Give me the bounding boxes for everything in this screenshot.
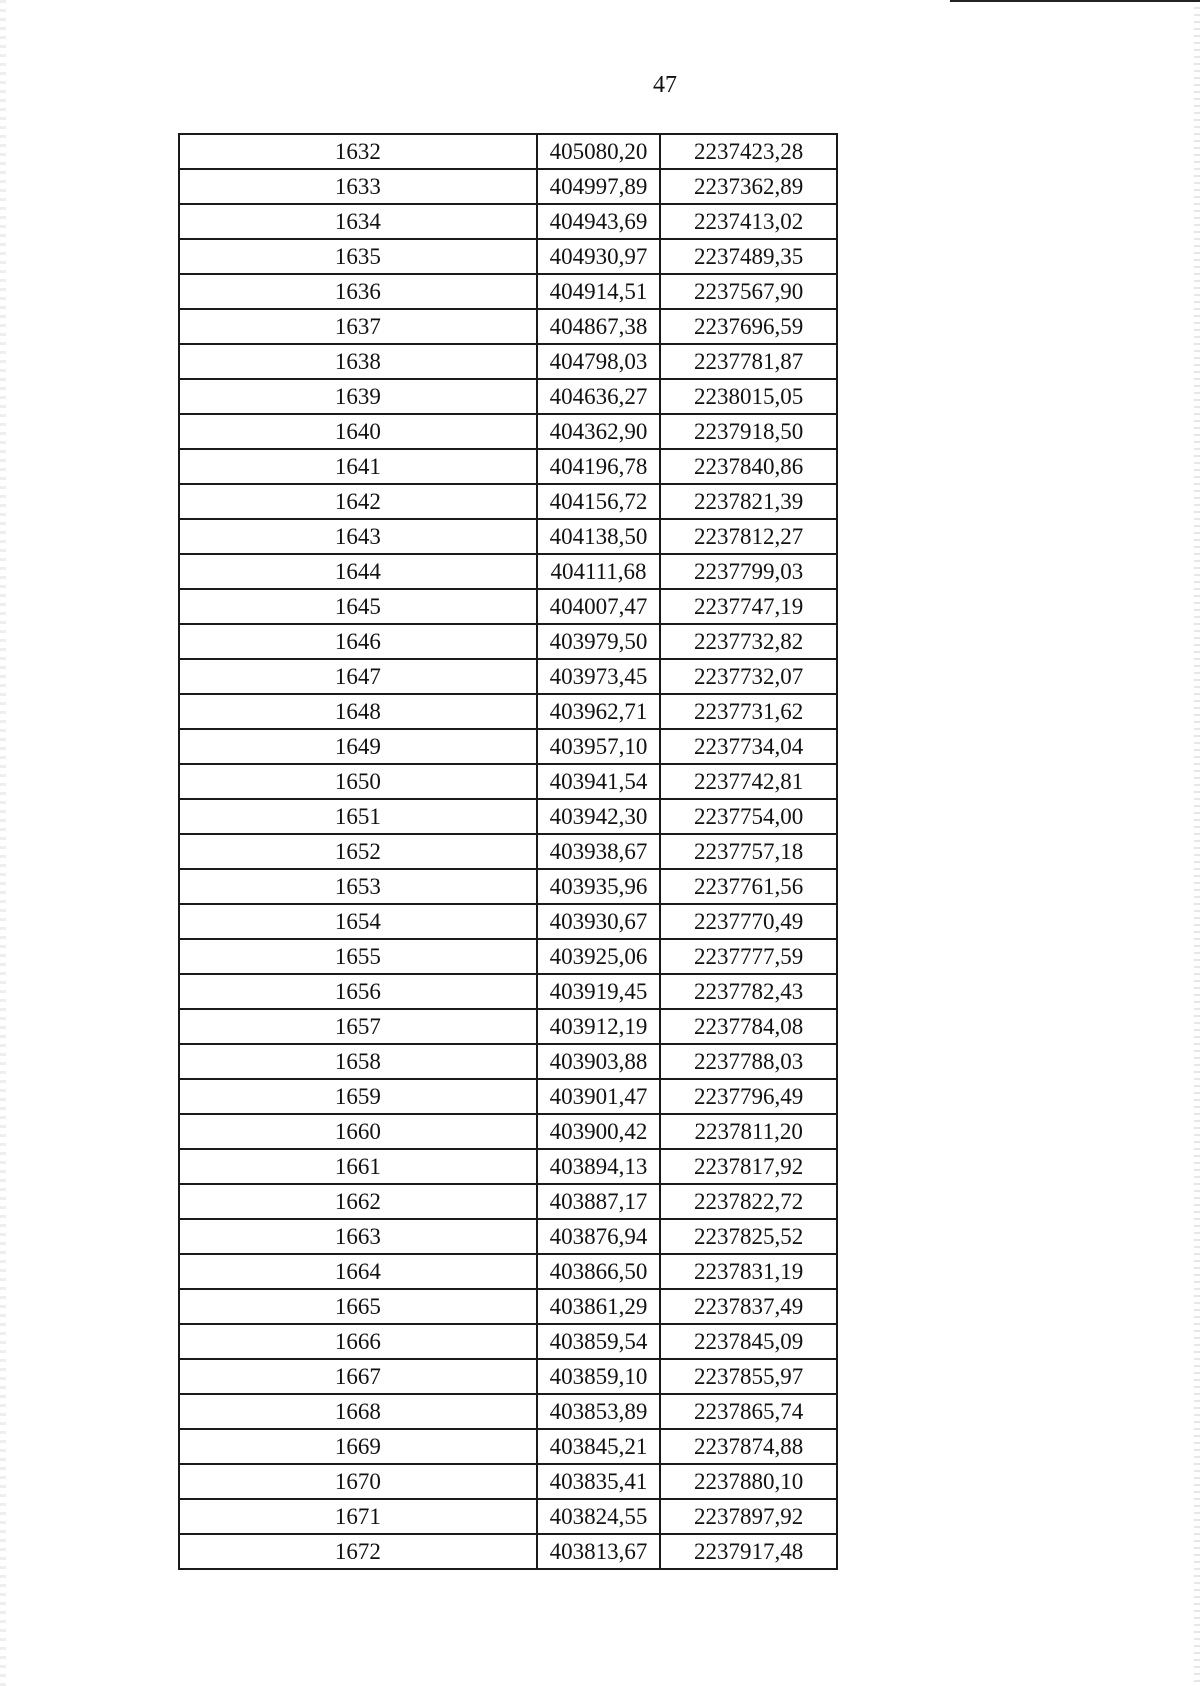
x-coordinate-cell: 404362,90 [537,414,661,449]
y-coordinate-cell: 2237918,50 [660,414,837,449]
x-coordinate-cell: 403930,67 [537,904,661,939]
point-number-cell: 1633 [179,169,537,204]
point-number-cell: 1671 [179,1499,537,1534]
point-number-cell: 1667 [179,1359,537,1394]
table-row [179,274,837,309]
point-number-cell: 1660 [179,1114,537,1149]
point-number-cell: 1651 [179,799,537,834]
y-coordinate-cell: 2237731,62 [660,694,837,729]
point-number-cell: 1635 [179,239,537,274]
table-row [179,379,837,414]
y-coordinate-cell: 2237757,18 [660,834,837,869]
x-coordinate-cell: 403894,13 [537,1149,661,1184]
y-coordinate-cell: 2237817,92 [660,1149,837,1184]
x-coordinate-cell: 404930,97 [537,239,661,274]
point-number-cell: 1659 [179,1079,537,1114]
table-row [179,1009,837,1044]
point-number-cell: 1664 [179,1254,537,1289]
x-coordinate-cell: 403887,17 [537,1184,661,1219]
table-row [179,1534,837,1569]
point-number-cell: 1646 [179,624,537,659]
y-coordinate-cell: 2237825,52 [660,1219,837,1254]
x-coordinate-cell: 404798,03 [537,344,661,379]
x-coordinate-cell: 403957,10 [537,729,661,764]
scan-edge-left [0,0,6,1686]
table-row [179,1324,837,1359]
x-coordinate-cell: 405080,20 [537,134,661,169]
table-row [179,239,837,274]
y-coordinate-cell: 2237874,88 [660,1429,837,1464]
table-row [179,1429,837,1464]
table-row [179,904,837,939]
x-coordinate-cell: 404914,51 [537,274,661,309]
y-coordinate-cell: 2237837,49 [660,1289,837,1324]
x-coordinate-cell: 403901,47 [537,1079,661,1114]
y-coordinate-cell: 2237831,19 [660,1254,837,1289]
y-coordinate-cell: 2237742,81 [660,764,837,799]
point-number-cell: 1644 [179,554,537,589]
table-row [179,449,837,484]
table-row [179,1289,837,1324]
coordinates-table-body [179,134,837,1569]
point-number-cell: 1642 [179,484,537,519]
x-coordinate-cell: 403845,21 [537,1429,661,1464]
point-number-cell: 1639 [179,379,537,414]
y-coordinate-cell: 2237897,92 [660,1499,837,1534]
page-number: 47 [653,72,677,98]
table-row [179,414,837,449]
point-number-cell: 1658 [179,1044,537,1079]
table-row [179,1219,837,1254]
y-coordinate-cell: 2237761,56 [660,869,837,904]
x-coordinate-cell: 403925,06 [537,939,661,974]
table-row [179,1044,837,1079]
point-number-cell: 1655 [179,939,537,974]
y-coordinate-cell: 2237754,00 [660,799,837,834]
point-number-cell: 1656 [179,974,537,1009]
y-coordinate-cell: 2237821,39 [660,484,837,519]
table-row [179,309,837,344]
y-coordinate-cell: 2237413,02 [660,204,837,239]
x-coordinate-cell: 403859,10 [537,1359,661,1394]
x-coordinate-cell: 403941,54 [537,764,661,799]
x-coordinate-cell: 404007,47 [537,589,661,624]
y-coordinate-cell: 2237489,35 [660,239,837,274]
table-row [179,519,837,554]
table-row [179,1114,837,1149]
y-coordinate-cell: 2237855,97 [660,1359,837,1394]
y-coordinate-cell: 2237423,28 [660,134,837,169]
x-coordinate-cell: 403813,67 [537,1534,661,1569]
x-coordinate-cell: 404111,68 [537,554,661,589]
table-row [179,1254,837,1289]
point-number-cell: 1661 [179,1149,537,1184]
y-coordinate-cell: 2237696,59 [660,309,837,344]
scan-edge-right [1194,0,1200,1686]
table-row [179,869,837,904]
y-coordinate-cell: 2237734,04 [660,729,837,764]
y-coordinate-cell: 2237865,74 [660,1394,837,1429]
table-row [179,974,837,1009]
table-row [179,204,837,239]
point-number-cell: 1669 [179,1429,537,1464]
x-coordinate-cell: 403859,54 [537,1324,661,1359]
table-row [179,1149,837,1184]
top-rule [950,0,1200,2]
table-row [179,764,837,799]
y-coordinate-cell: 2237770,49 [660,904,837,939]
table-row [179,939,837,974]
x-coordinate-cell: 403979,50 [537,624,661,659]
y-coordinate-cell: 2237781,87 [660,344,837,379]
y-coordinate-cell: 2237822,72 [660,1184,837,1219]
table-row [179,1184,837,1219]
point-number-cell: 1637 [179,309,537,344]
table-row [179,1359,837,1394]
y-coordinate-cell: 2237788,03 [660,1044,837,1079]
table-row [179,169,837,204]
table-row [179,1499,837,1534]
x-coordinate-cell: 403919,45 [537,974,661,1009]
table-row [179,1079,837,1114]
point-number-cell: 1647 [179,659,537,694]
y-coordinate-cell: 2237782,43 [660,974,837,1009]
y-coordinate-cell: 2237812,27 [660,519,837,554]
y-coordinate-cell: 2237796,49 [660,1079,837,1114]
table-row [179,484,837,519]
table-row [179,554,837,589]
x-coordinate-cell: 404997,89 [537,169,661,204]
point-number-cell: 1657 [179,1009,537,1044]
point-number-cell: 1634 [179,204,537,239]
y-coordinate-cell: 2237362,89 [660,169,837,204]
x-coordinate-cell: 404138,50 [537,519,661,554]
y-coordinate-cell: 2237567,90 [660,274,837,309]
point-number-cell: 1641 [179,449,537,484]
point-number-cell: 1653 [179,869,537,904]
point-number-cell: 1638 [179,344,537,379]
table-row [179,799,837,834]
table-row [179,834,837,869]
y-coordinate-cell: 2237811,20 [660,1114,837,1149]
point-number-cell: 1640 [179,414,537,449]
x-coordinate-cell: 403876,94 [537,1219,661,1254]
x-coordinate-cell: 403938,67 [537,834,661,869]
y-coordinate-cell: 2237799,03 [660,554,837,589]
table-row [179,694,837,729]
point-number-cell: 1649 [179,729,537,764]
y-coordinate-cell: 2237732,82 [660,624,837,659]
x-coordinate-cell: 404156,72 [537,484,661,519]
x-coordinate-cell: 404636,27 [537,379,661,414]
y-coordinate-cell: 2237880,10 [660,1464,837,1499]
y-coordinate-cell: 2237777,59 [660,939,837,974]
point-number-cell: 1648 [179,694,537,729]
x-coordinate-cell: 403900,42 [537,1114,661,1149]
point-number-cell: 1654 [179,904,537,939]
point-number-cell: 1670 [179,1464,537,1499]
point-number-cell: 1663 [179,1219,537,1254]
point-number-cell: 1662 [179,1184,537,1219]
y-coordinate-cell: 2237845,09 [660,1324,837,1359]
table-row [179,344,837,379]
point-number-cell: 1645 [179,589,537,624]
point-number-cell: 1650 [179,764,537,799]
x-coordinate-cell: 403962,71 [537,694,661,729]
y-coordinate-cell: 2237732,07 [660,659,837,694]
table-row [179,1464,837,1499]
x-coordinate-cell: 403853,89 [537,1394,661,1429]
y-coordinate-cell: 2237784,08 [660,1009,837,1044]
x-coordinate-cell: 404943,69 [537,204,661,239]
table-row [179,624,837,659]
y-coordinate-cell: 2237840,86 [660,449,837,484]
point-number-cell: 1666 [179,1324,537,1359]
point-number-cell: 1652 [179,834,537,869]
point-number-cell: 1672 [179,1534,537,1569]
coordinates-table [178,133,838,1570]
x-coordinate-cell: 403935,96 [537,869,661,904]
x-coordinate-cell: 403866,50 [537,1254,661,1289]
x-coordinate-cell: 404867,38 [537,309,661,344]
x-coordinate-cell: 403942,30 [537,799,661,834]
y-coordinate-cell: 2237747,19 [660,589,837,624]
x-coordinate-cell: 403903,88 [537,1044,661,1079]
y-coordinate-cell: 2237917,48 [660,1534,837,1569]
point-number-cell: 1668 [179,1394,537,1429]
x-coordinate-cell: 403835,41 [537,1464,661,1499]
x-coordinate-cell: 403973,45 [537,659,661,694]
point-number-cell: 1636 [179,274,537,309]
x-coordinate-cell: 403912,19 [537,1009,661,1044]
point-number-cell: 1632 [179,134,537,169]
table-row [179,659,837,694]
y-coordinate-cell: 2238015,05 [660,379,837,414]
table-row [179,729,837,764]
point-number-cell: 1665 [179,1289,537,1324]
table-row [179,134,837,169]
table-row [179,1394,837,1429]
point-number-cell: 1643 [179,519,537,554]
x-coordinate-cell: 403861,29 [537,1289,661,1324]
table-row [179,589,837,624]
x-coordinate-cell: 403824,55 [537,1499,661,1534]
x-coordinate-cell: 404196,78 [537,449,661,484]
